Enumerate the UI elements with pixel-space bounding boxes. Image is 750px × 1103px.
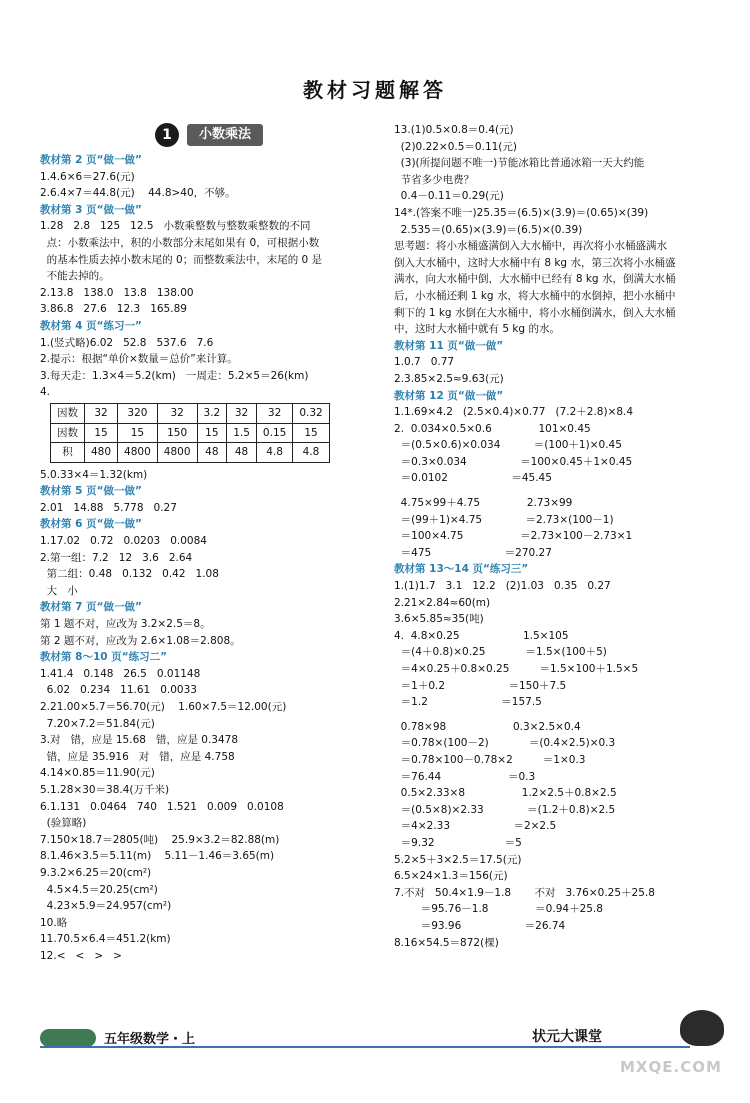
answer-line: ＝0.78×(100－2) ＝(0.4×2.5)×0.3 [394, 737, 616, 750]
table-cell: 32 [227, 403, 257, 423]
answer-line: ＝76.44 ＝0.3 [394, 770, 536, 783]
answer-line: 2.01 14.88 5.778 0.27 [40, 501, 177, 514]
answer-line: ＝9.32 ＝5 [394, 836, 522, 849]
table-cell: 480 [85, 443, 118, 463]
answer-line: 节省多少电费？ [394, 173, 475, 186]
answer-line: 思考题：将小水桶盛满倒入大水桶中，再次将小水桶盛满水 [394, 240, 667, 253]
answer-line: 满水，向大水桶中倒，大水桶中已经有 8 kg 水，倒满大水桶 [394, 273, 676, 286]
table-cell: 3.2 [197, 403, 227, 423]
answer-line: 不能去掉的。 [40, 270, 110, 283]
multiplication-table [50, 403, 330, 463]
answer-line: 2.13.8 138.0 13.8 138.00 [40, 286, 194, 299]
right-answer-list [394, 122, 724, 951]
table-cell: 0.15 [256, 423, 292, 443]
answer-line: 5.2×5＋3×2.5＝17.5(元) [394, 853, 522, 866]
answer-line: ＝(4＋0.8)×0.25 ＝1.5×(100＋5) [394, 646, 607, 659]
table-cell: 4.8 [256, 443, 292, 463]
answer-line: 中，这时大水桶中就有 5 kg 的水。 [394, 323, 560, 336]
table-row [51, 403, 330, 423]
answer-line: 2.提示：根据“单价×数量＝总价”来计算。 [40, 353, 238, 366]
section-heading: 教材第 3 页“做一做” [40, 203, 142, 216]
answer-line: 1.4.6×6＝27.6(元) [40, 170, 135, 183]
table-cell: 0.32 [293, 403, 329, 423]
table-cell: 32 [85, 403, 118, 423]
right-column [394, 122, 724, 951]
answer-line: 4.14×0.85＝11.90(元) [40, 767, 155, 780]
section-heading: 教材第 5 页“做一做” [40, 485, 142, 498]
answer-line: ＝4×2.33 ＝2×2.5 [394, 820, 557, 833]
table-cell: 320 [118, 403, 158, 423]
answer-line: 4. [40, 386, 51, 399]
left-column [40, 122, 372, 965]
answer-line: 2.6.4×7＝44.8(元) 44.8>40，不够。 [40, 187, 236, 200]
table-cell: 48 [227, 443, 257, 463]
answer-line: 13.(1)0.5×0.8＝0.4(元) [394, 124, 514, 136]
table-cell: 因数 [51, 403, 85, 423]
table-cell: 15 [118, 423, 158, 443]
answer-line: 2.3.85×2.5≈9.63(元) [394, 372, 504, 385]
answer-line: 4. 4.8×0.25 1.5×105 [394, 629, 569, 642]
table-cell: 48 [197, 443, 227, 463]
answer-line: 后，小水桶还剩 1 kg 水，将大水桶中的水倒掉，把小水桶中 [394, 289, 676, 302]
footer-rule [40, 1046, 690, 1048]
table-cell: 4.8 [293, 443, 329, 463]
answer-line: 1.28 2.8 125 12.5 小数乘整数与整数乘整数的不同 [40, 220, 311, 233]
answer-line: ＝(0.5×8)×2.33 ＝(1.2＋0.8)×2.5 [394, 803, 616, 816]
answer-line: (3)(所提问题不唯一)节能冰箱比普通冰箱一天大约能 [394, 157, 645, 170]
answer-line: 1.17.02 0.72 0.0203 0.0084 [40, 535, 207, 548]
answer-line: 14*.(答案不唯一)25.35＝(6.5)×(3.9)＝(0.65)×(39) [394, 206, 649, 219]
section-heading: 教材第 11 页“做一做” [394, 339, 504, 352]
unit-banner [155, 122, 372, 148]
answer-line: 第 2 题不对，应改为 2.6×1.08＝2.808。 [40, 634, 241, 647]
answer-line: 1.(竖式略)6.02 52.8 537.6 7.6 [40, 336, 214, 349]
section-heading: 教材第 7 页“做一做” [40, 601, 142, 614]
answer-line: 7.不对 50.4×1.9－1.8 不对 3.76×0.25＋25.8 [394, 886, 655, 899]
table-cell: 32 [157, 403, 197, 423]
answer-line: 大 小 [40, 584, 78, 597]
answer-line: 1.41.4 0.148 26.5 0.01148 [40, 667, 201, 680]
mascot-image [680, 1010, 724, 1046]
answer-line: 5.0.33×4＝1.32(km) [40, 468, 148, 481]
table-cell: 1.5 [227, 423, 257, 443]
table-cell: 4800 [157, 443, 197, 463]
answer-line: 6.5×24×1.3＝156(元) [394, 870, 508, 883]
answer-line: 0.5×2.33×8 1.2×2.5＋0.8×2.5 [394, 787, 617, 800]
answer-line: 5.1.28×30＝38.4(万千米) [40, 783, 170, 796]
answer-line: ＝0.78×100－0.78×2 ＝1×0.3 [394, 753, 586, 766]
answer-line: 第二组：0.48 0.132 0.42 1.08 [40, 568, 219, 581]
answer-line: 7.20×7.2＝51.84(元) [40, 717, 155, 730]
answer-line: ＝0.0102 ＝45.45 [394, 472, 552, 485]
answer-line: 错，应是 35.916 对 错，应是 4.758 [40, 750, 235, 763]
table-cell: 15 [85, 423, 118, 443]
section-heading: 教材第 13～14 页“练习三” [394, 563, 529, 576]
section-heading: 教材第 4 页“练习一” [40, 319, 142, 332]
answer-line: ＝(99＋1)×4.75 ＝2.73×(100－1) [394, 513, 614, 526]
answer-line: ＝1＋0.2 ＝150＋7.5 [394, 679, 567, 692]
answer-line: 3.86.8 27.6 12.3 165.89 [40, 303, 187, 316]
answer-line: ＝475 ＝270.27 [394, 546, 552, 559]
answer-line: ＝95.76－1.8 ＝0.94＋25.8 [394, 903, 603, 916]
answer-line: ＝1.2 ＝157.5 [394, 696, 542, 709]
answer-line: 0.78×98 0.3×2.5×0.4 [394, 720, 581, 733]
table-cell: 积 [51, 443, 85, 463]
answer-line: 第 1 题不对，应改为 3.2×2.5＝8。 [40, 618, 211, 631]
answer-line: 的基本性质去掉小数末尾的 0；而整数乘法中，末尾的 0 是 [40, 253, 323, 266]
answer-line [394, 487, 724, 495]
answer-line: 12.< < > > [40, 949, 122, 962]
table-cell: 因数 [51, 423, 85, 443]
footer-brand: 状元大课堂 [532, 1029, 602, 1045]
answer-line: 6.1.131 0.0464 740 1.521 0.009 0.0108 [40, 800, 284, 813]
answer-line: 10.略 [40, 916, 68, 929]
answer-line: 1.1.69×4.2 (2.5×0.4)×0.77 (7.2＋2.8)×8.4 [394, 406, 634, 419]
answer-line: 4.23×5.9＝24.957(cm²) [40, 900, 172, 913]
table-cell: 15 [293, 423, 329, 443]
footer-decoration [40, 1029, 96, 1047]
answer-line: 8.16×54.5＝872(棵) [394, 936, 499, 949]
table-cell: 32 [256, 403, 292, 423]
answer-line: (验算略) [40, 817, 87, 830]
answer-line: 3.6×5.85≈35(吨) [394, 613, 484, 626]
answer-line: ＝100×4.75 ＝2.73×100－2.73×1 [394, 530, 633, 543]
answer-line: 3.对 错，应是 15.68 错，应是 0.3478 [40, 734, 239, 747]
answer-line [394, 711, 724, 719]
unit-name: 小数乘法 [187, 124, 263, 147]
answer-line: 1.(1)1.7 3.1 12.2 (2)1.03 0.35 0.27 [394, 580, 611, 593]
table-cell: 4800 [118, 443, 158, 463]
answer-line: ＝93.96 ＝26.74 [394, 919, 566, 932]
answer-line: 剩下的 1 kg 水倒在大水桶中，将小水桶倒满水，倒入大水桶 [394, 306, 676, 319]
table-row [51, 443, 330, 463]
page-title: 教材习题解答 [303, 78, 447, 102]
left-answer-list [40, 152, 372, 965]
watermark-text: MXQE.COM [620, 1058, 722, 1076]
answer-line: (2)0.22×0.5＝0.11(元) [394, 140, 517, 153]
section-heading: 教材第 12 页“做一做” [394, 389, 504, 402]
footer-book-label [40, 1028, 195, 1047]
answer-line: 3.每天走：1.3×4＝5.2(km) 一周走：5.2×5＝26(km) [40, 369, 309, 382]
answer-line: 倒入大水桶中，这时大水桶中有 8 kg 水，第三次将小水桶盛 [394, 256, 676, 269]
table-cell: 15 [197, 423, 227, 443]
answer-line: 点：小数乘法中，积的小数部分末尾如果有 0，可根据小数 [40, 236, 320, 249]
section-heading: 教材第 8～10 页“练习二” [40, 651, 168, 664]
answer-line: 2. 0.034×0.5×0.6 101×0.45 [394, 422, 591, 435]
answer-line: 11.70.5×6.4＝451.2(km) [40, 933, 171, 946]
answer-line: 7.150×18.7＝2805(吨) 25.9×3.2＝82.88(m) [40, 833, 280, 846]
answer-line: 1.0.7 0.77 [394, 356, 455, 369]
answer-line: 6.02 0.234 11.61 0.0033 [40, 684, 197, 697]
section-heading: 教材第 2 页“做一做” [40, 154, 142, 166]
table-row [51, 423, 330, 443]
answer-line: 2.21×2.84≈60(m) [394, 596, 491, 609]
answer-line: 2.21.00×5.7＝56.70(元) 1.60×7.5＝12.00(元) [40, 701, 287, 713]
answer-line: ＝(0.5×0.6)×0.034 ＝(100＋1)×0.45 [394, 439, 622, 452]
answer-line: 9.3.2×6.25＝20(cm²) [40, 866, 152, 879]
footer-book-title: 五年级数学・上 [104, 1032, 196, 1047]
answer-line: 8.1.46×3.5＝5.11(m) 5.11－1.46＝3.65(m) [40, 850, 275, 863]
answer-line: 2.535＝(0.65)×(3.9)＝(6.5)×(0.39) [394, 223, 583, 236]
answer-line: 0.4－0.11＝0.29(元) [394, 190, 504, 203]
answer-line: 4.75×99＋4.75 2.73×99 [394, 497, 573, 510]
answer-line: 4.5×4.5＝20.25(cm²) [40, 883, 158, 896]
section-heading: 教材第 6 页“做一做” [40, 518, 142, 531]
table-cell: 150 [157, 423, 197, 443]
answer-line: 2.第一组：7.2 12 3.6 2.64 [40, 551, 193, 564]
unit-number: 1 [155, 123, 179, 147]
answer-line: ＝4×0.25＋0.8×0.25 ＝1.5×100＋1.5×5 [394, 663, 639, 675]
answer-line: ＝0.3×0.034 ＝100×0.45＋1×0.45 [394, 455, 633, 468]
